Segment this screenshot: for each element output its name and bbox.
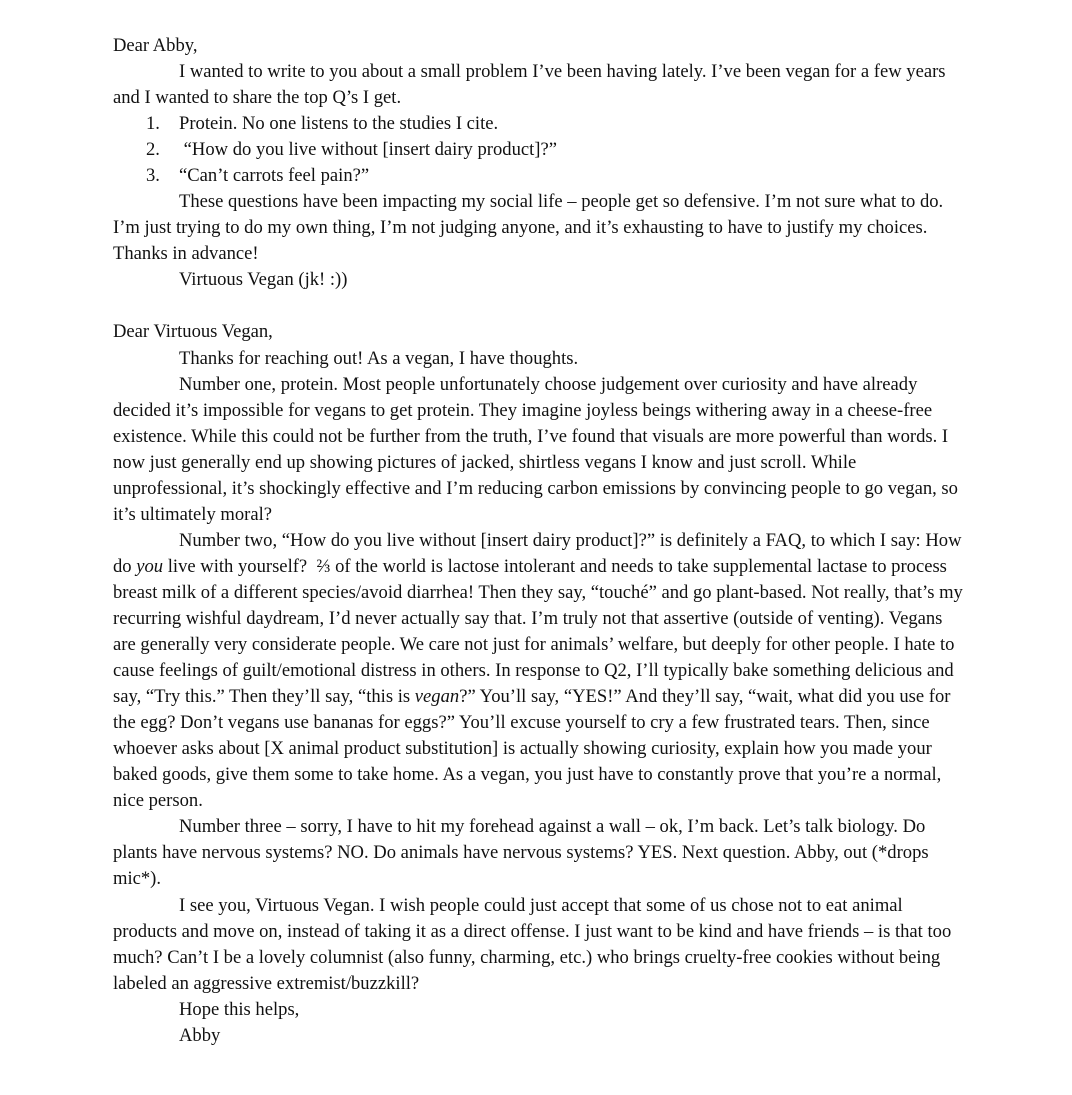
reply-paragraph-biology: Number three – sorry, I have to hit my forehead against a wall – ok, I’m back. Let’s talk biology. Do plants have nervous systems? NO. Do animals have nervous systems? YES. Next question. Abby, out (*drops mic*). — [113, 816, 929, 890]
emphasis-you: you — [136, 555, 164, 577]
list-item-text: “Can’t carrots feel pain?” — [179, 165, 370, 187]
section-spacer — [113, 293, 963, 319]
list-item — [113, 163, 963, 189]
letter-salutation: Dear Abby, — [113, 35, 198, 56]
reply-paragraph-protein: Number one, protein. Most people unfortunately choose judgement over curiosity and have already decided it’s impossible for vegans to get protein. They imagine joyless beings withering away in a cheese-free existence. While this could not be further from the truth, I’ve found that visuals are more powerful than words. I now just generally end up showing pictures of jacked, shirtless vegans I know and just scroll. While unprofessional, it’s shockingly effective and I’m reducing carbon emissions by convincing people to go vegan, so it’s ultimately moral? — [113, 373, 958, 525]
list-number: 2. — [146, 139, 160, 161]
text-run: Number two, “How do you live without [insert dairy product]?” is definitely a FAQ, to which I say: How do — [113, 529, 962, 577]
document-page — [113, 33, 968, 1049]
reply-signature: Abby — [179, 1024, 221, 1046]
list-item-text: “How do you live without [insert dairy product]?” — [179, 139, 557, 161]
letter-paragraph-social: These questions have been impacting my social life – people get so defensive. I’m not sure what to do. I’m just trying to do my own thing, I’m not judging anyone, and it’s exhausting to have to justify my choices. Thanks in advance! — [113, 191, 944, 265]
letter-paragraph-intro: I wanted to write to you about a small problem I’ve been having lately. I’ve been vegan for a few years and I wanted to share the top Q’s I get. — [113, 61, 946, 109]
text-run: ?” You’ll say, “YES!” And they’ll say, “wait, what did you use for the egg? Don’t vegans use bananas for eggs?” You’ll excuse yourself to cry a few frustrated tears. Then, since whoever asks about [X animal product substitution] is actually showing curiosity, explain how you made your baked goods, give them some to take home. As a vegan, you just have to constantly prove that you’re a normal, nice person. — [113, 686, 951, 812]
reply-closing: Hope this helps, — [179, 998, 300, 1020]
letter-signoff: Virtuous Vegan (jk! :)) — [179, 269, 348, 291]
list-item — [113, 111, 963, 137]
reply-salutation: Dear Virtuous Vegan, — [113, 321, 273, 343]
list-item — [113, 137, 963, 163]
list-number: 3. — [146, 165, 160, 187]
text-run: live with yourself? ⅔ of the world is lactose intolerant and needs to take supplemental lactase to process breast milk of a different species/avoid diarrhea! Then they say, “touché” and go plant-based. Not really, that’s my recurring wishful daydream, I’d never actually say that. I’m truly not that assertive (outside of venting). Vegans are generally very considerate people. We care not just for animals’ welfare, but deeply for other people. I hate to cause feelings of guilt/emotional distress in others. In response to Q2, I’ll typically bake something delicious and say, “Try this.” Then they’ll say, “this is — [113, 555, 968, 708]
reply-paragraph-closing-thoughts: I see you, Virtuous Vegan. I wish people could just accept that some of us chose not to eat animal products and move on, instead of taking it as a direct offense. I just want to be kind and have friends – is that too much? Can’t I be a lovely columnist (also funny, charming, etc.) who brings cruelty-free cookies without being labeled an aggressive extremist/buzzkill? — [113, 894, 952, 994]
reply-paragraph-dairy — [113, 528, 968, 815]
emphasis-vegan: vegan — [414, 686, 460, 708]
list-number: 1. — [146, 113, 160, 135]
list-item-text: Protein. No one listens to the studies I cite. — [179, 113, 499, 135]
question-list — [113, 111, 963, 189]
reply-paragraph-thanks: Thanks for reaching out! As a vegan, I have thoughts. — [179, 347, 579, 369]
